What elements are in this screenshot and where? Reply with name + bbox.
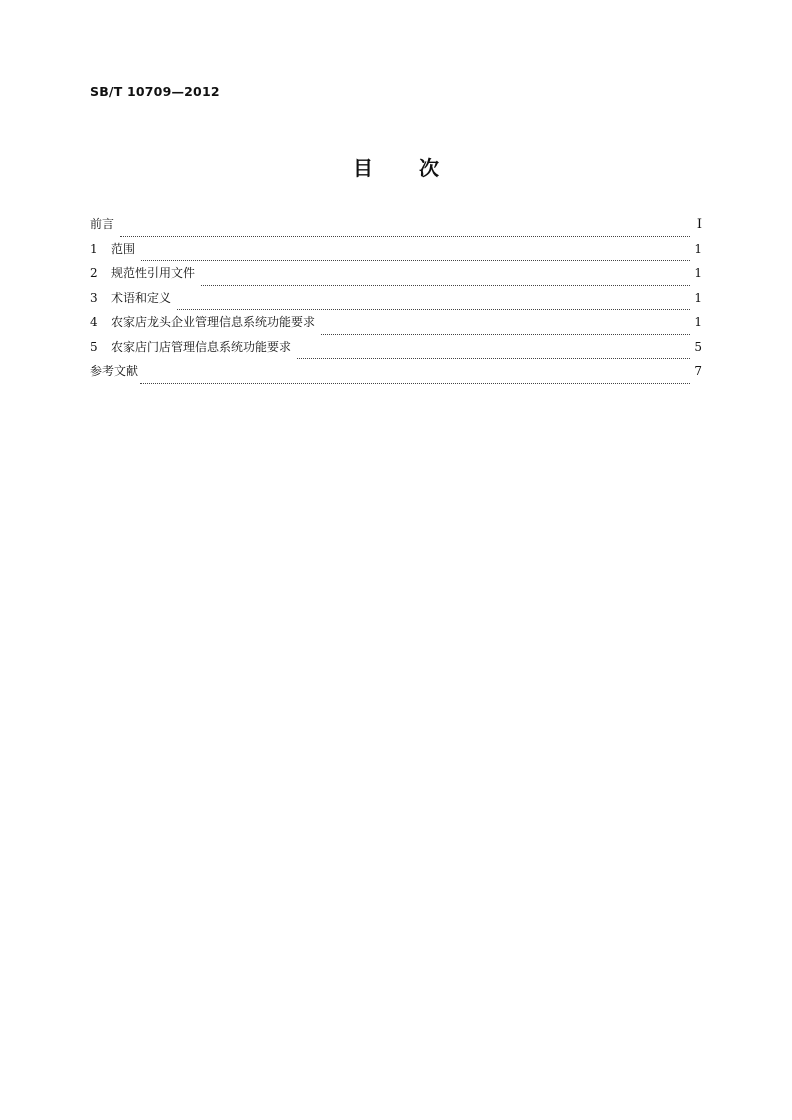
toc-entry-number: 3 (90, 290, 98, 305)
standard-code: SB/T 10709—2012 (90, 84, 220, 99)
toc-entry-normative-references[interactable] (90, 265, 702, 290)
toc-entry-bibliography[interactable] (90, 363, 702, 388)
toc-entry-label: 参考文献 (90, 364, 139, 378)
toc-entry-label: 农家店龙头企业管理信息系统功能要求 (111, 315, 316, 329)
toc-entry-store-requirements[interactable] (90, 339, 702, 364)
dot-leader (321, 333, 690, 335)
toc-title-char-2: 次 (419, 156, 439, 180)
toc-title (0, 152, 792, 181)
toc-entry-number: 2 (90, 266, 98, 280)
toc-entry-page: 7 (694, 364, 702, 378)
toc-title-char-1: 目 (353, 156, 373, 180)
dot-leader (120, 235, 690, 237)
toc-entry-label: 术语和定义 (111, 290, 172, 305)
toc-entry-number: 1 (90, 241, 98, 256)
toc-entry-leading-enterprise-requirements[interactable] (90, 314, 702, 339)
dot-leader (140, 382, 690, 384)
toc-list (90, 216, 702, 388)
dot-leader (201, 284, 690, 286)
dot-leader (297, 357, 690, 359)
dot-leader (177, 308, 690, 310)
toc-entry-page: 1 (694, 241, 702, 256)
toc-entry-page: 1 (694, 315, 702, 329)
toc-entry-label: 农家店门店管理信息系统功能要求 (111, 339, 292, 354)
toc-entry-number: 4 (90, 315, 98, 329)
toc-entry-label: 范围 (111, 241, 136, 256)
toc-entry-page: I (696, 217, 702, 232)
toc-entry-foreword[interactable] (90, 216, 702, 241)
dot-leader (141, 259, 690, 261)
toc-entry-scope[interactable] (90, 241, 702, 266)
toc-entry-label: 前言 (90, 217, 115, 231)
toc-entry-label: 规范性引用文件 (111, 266, 196, 280)
toc-entry-terms-definitions[interactable] (90, 290, 702, 315)
toc-entry-page: 5 (694, 339, 702, 354)
toc-entry-page: 1 (694, 266, 702, 280)
toc-entry-page: 1 (694, 290, 702, 305)
toc-entry-number: 5 (90, 339, 98, 354)
